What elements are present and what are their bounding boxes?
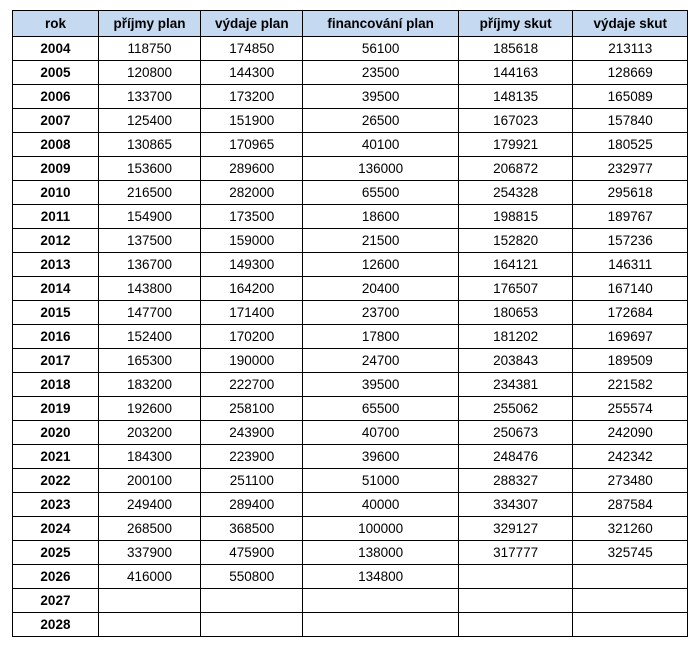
cell-value[interactable]: 146311 [573,253,688,277]
cell-value[interactable]: 24700 [303,349,458,373]
cell-value[interactable]: 39500 [303,85,458,109]
cell-value[interactable]: 213113 [573,37,688,61]
cell-value[interactable]: 180653 [458,301,573,325]
cell-value[interactable] [303,589,458,613]
cell-value[interactable]: 153600 [98,157,200,181]
cell-value[interactable]: 152820 [458,229,573,253]
cell-year[interactable]: 2024 [13,517,99,541]
cell-value[interactable]: 232977 [573,157,688,181]
cell-value[interactable]: 149300 [201,253,303,277]
cell-value[interactable] [458,613,573,637]
cell-value[interactable]: 138000 [303,541,458,565]
cell-year[interactable]: 2010 [13,181,99,205]
cell-value[interactable]: 133700 [98,85,200,109]
table-row [13,373,688,397]
cell-value[interactable]: 242342 [573,445,688,469]
cell-value[interactable]: 221582 [573,373,688,397]
cell-value[interactable]: 128669 [573,61,688,85]
cell-value[interactable]: 40000 [303,493,458,517]
cell-value[interactable]: 159000 [201,229,303,253]
cell-value[interactable]: 254328 [458,181,573,205]
table-body [13,37,688,637]
cell-value[interactable] [573,589,688,613]
cell-year[interactable]: 2004 [13,37,99,61]
cell-value[interactable]: 170200 [201,325,303,349]
cell-value[interactable]: 203200 [98,421,200,445]
table-row [13,589,688,613]
cell-value[interactable]: 183200 [98,373,200,397]
column-header-rok: rok [13,11,99,37]
cell-year[interactable]: 2007 [13,109,99,133]
cell-year[interactable]: 2008 [13,133,99,157]
cell-value[interactable]: 368500 [201,517,303,541]
table-row [13,157,688,181]
cell-year[interactable]: 2005 [13,61,99,85]
cell-value[interactable]: 185618 [458,37,573,61]
cell-value[interactable]: 40100 [303,133,458,157]
cell-value[interactable]: 223900 [201,445,303,469]
cell-value[interactable]: 23500 [303,61,458,85]
column-header-vydaje-plan: výdaje plan [201,11,303,37]
cell-value[interactable] [201,613,303,637]
cell-year[interactable]: 2011 [13,205,99,229]
cell-year[interactable]: 2009 [13,157,99,181]
cell-value[interactable]: 295618 [573,181,688,205]
cell-year[interactable]: 2016 [13,325,99,349]
cell-value[interactable]: 317777 [458,541,573,565]
cell-value[interactable]: 321260 [573,517,688,541]
cell-value[interactable]: 334307 [458,493,573,517]
cell-value[interactable]: 206872 [458,157,573,181]
table-row [13,397,688,421]
table-row [13,565,688,589]
cell-year[interactable]: 2027 [13,589,99,613]
cell-value[interactable]: 164200 [201,277,303,301]
cell-value[interactable] [573,613,688,637]
cell-value[interactable]: 40700 [303,421,458,445]
column-header-vydaje-skut: výdaje skut [573,11,688,37]
cell-value[interactable]: 242090 [573,421,688,445]
cell-value[interactable]: 255062 [458,397,573,421]
cell-value[interactable]: 416000 [98,565,200,589]
cell-value[interactable]: 136000 [303,157,458,181]
cell-value[interactable]: 173200 [201,85,303,109]
cell-value[interactable]: 222700 [201,373,303,397]
cell-value[interactable]: 189767 [573,205,688,229]
table-row [13,421,688,445]
cell-value[interactable]: 157236 [573,229,688,253]
cell-value[interactable]: 118750 [98,37,200,61]
cell-value[interactable]: 137500 [98,229,200,253]
cell-year[interactable]: 2020 [13,421,99,445]
cell-value[interactable]: 12600 [303,253,458,277]
budget-table [12,10,688,637]
cell-value[interactable]: 282000 [201,181,303,205]
cell-value[interactable]: 39500 [303,373,458,397]
table-row [13,349,688,373]
cell-value[interactable]: 337900 [98,541,200,565]
cell-value[interactable]: 255574 [573,397,688,421]
cell-value[interactable]: 152400 [98,325,200,349]
table-row [13,301,688,325]
table-row [13,325,688,349]
cell-value[interactable]: 251100 [201,469,303,493]
cell-value[interactable]: 148135 [458,85,573,109]
cell-value[interactable]: 273480 [573,469,688,493]
cell-value[interactable]: 39600 [303,445,458,469]
table-row [13,469,688,493]
cell-value[interactable]: 198815 [458,205,573,229]
cell-value[interactable]: 23700 [303,301,458,325]
cell-value[interactable]: 184300 [98,445,200,469]
cell-value[interactable]: 167140 [573,277,688,301]
cell-year[interactable]: 2025 [13,541,99,565]
cell-value[interactable]: 100000 [303,517,458,541]
cell-value[interactable]: 203843 [458,349,573,373]
cell-value[interactable]: 143800 [98,277,200,301]
column-header-prijmy-plan: příjmy plan [98,11,200,37]
cell-year[interactable]: 2013 [13,253,99,277]
table-row [13,541,688,565]
cell-value[interactable]: 174850 [201,37,303,61]
table-row [13,61,688,85]
table-row [13,229,688,253]
cell-value[interactable]: 200100 [98,469,200,493]
table-header [13,11,688,37]
table-row [13,85,688,109]
cell-year[interactable]: 2018 [13,373,99,397]
cell-value[interactable]: 192600 [98,397,200,421]
cell-value[interactable]: 154900 [98,205,200,229]
table-row [13,277,688,301]
cell-value[interactable]: 165300 [98,349,200,373]
cell-value[interactable]: 288327 [458,469,573,493]
cell-value[interactable] [573,565,688,589]
table-row [13,181,688,205]
cell-value[interactable]: 144300 [201,61,303,85]
cell-value[interactable]: 171400 [201,301,303,325]
cell-year[interactable]: 2023 [13,493,99,517]
table-row [13,109,688,133]
table-row [13,613,688,637]
cell-value[interactable]: 51000 [303,469,458,493]
cell-value[interactable]: 250673 [458,421,573,445]
table-row [13,517,688,541]
cell-value[interactable]: 157840 [573,109,688,133]
cell-value[interactable]: 268500 [98,517,200,541]
cell-value[interactable] [201,589,303,613]
cell-value[interactable]: 170965 [201,133,303,157]
cell-value[interactable]: 136700 [98,253,200,277]
cell-value[interactable]: 180525 [573,133,688,157]
cell-value[interactable] [458,565,573,589]
cell-value[interactable]: 65500 [303,181,458,205]
cell-value[interactable]: 248476 [458,445,573,469]
column-header-prijmy-skut: příjmy skut [458,11,573,37]
cell-value[interactable] [98,589,200,613]
cell-value[interactable]: 289600 [201,157,303,181]
cell-value[interactable]: 164121 [458,253,573,277]
cell-value[interactable]: 147700 [98,301,200,325]
cell-value[interactable] [303,613,458,637]
cell-year[interactable]: 2006 [13,85,99,109]
cell-value[interactable]: 56100 [303,37,458,61]
cell-value[interactable]: 172684 [573,301,688,325]
cell-value[interactable]: 179921 [458,133,573,157]
table-row [13,205,688,229]
cell-value[interactable]: 234381 [458,373,573,397]
column-header-financovani-plan: financování plan [303,11,458,37]
cell-year[interactable]: 2019 [13,397,99,421]
cell-value[interactable]: 20400 [303,277,458,301]
cell-value[interactable]: 329127 [458,517,573,541]
cell-value[interactable]: 144163 [458,61,573,85]
cell-value[interactable]: 173500 [201,205,303,229]
cell-value[interactable]: 125400 [98,109,200,133]
cell-value[interactable]: 65500 [303,397,458,421]
cell-value[interactable]: 134800 [303,565,458,589]
cell-value[interactable]: 258100 [201,397,303,421]
cell-value[interactable]: 17800 [303,325,458,349]
cell-year[interactable]: 2012 [13,229,99,253]
cell-value[interactable]: 130865 [98,133,200,157]
cell-value[interactable]: 189509 [573,349,688,373]
table-row [13,253,688,277]
cell-value[interactable]: 216500 [98,181,200,205]
cell-value[interactable]: 151900 [201,109,303,133]
cell-value[interactable]: 190000 [201,349,303,373]
table-row [13,37,688,61]
table-row [13,445,688,469]
cell-value[interactable]: 167023 [458,109,573,133]
cell-value[interactable] [458,589,573,613]
cell-year[interactable]: 2015 [13,301,99,325]
cell-value[interactable]: 169697 [573,325,688,349]
table-row [13,133,688,157]
cell-value[interactable]: 18600 [303,205,458,229]
cell-year[interactable]: 2021 [13,445,99,469]
cell-value[interactable]: 120800 [98,61,200,85]
cell-value[interactable]: 21500 [303,229,458,253]
cell-value[interactable]: 325745 [573,541,688,565]
cell-value[interactable]: 176507 [458,277,573,301]
cell-year[interactable]: 2017 [13,349,99,373]
cell-value[interactable]: 243900 [201,421,303,445]
cell-value[interactable]: 181202 [458,325,573,349]
cell-year[interactable]: 2014 [13,277,99,301]
cell-value[interactable]: 475900 [201,541,303,565]
cell-value[interactable]: 289400 [201,493,303,517]
cell-value[interactable]: 26500 [303,109,458,133]
table-header-row [13,11,688,37]
cell-year[interactable]: 2022 [13,469,99,493]
cell-value[interactable] [98,613,200,637]
cell-value[interactable]: 550800 [201,565,303,589]
cell-value[interactable]: 287584 [573,493,688,517]
cell-year[interactable]: 2028 [13,613,99,637]
table-row [13,493,688,517]
cell-value[interactable]: 165089 [573,85,688,109]
cell-year[interactable]: 2026 [13,565,99,589]
cell-value[interactable]: 249400 [98,493,200,517]
